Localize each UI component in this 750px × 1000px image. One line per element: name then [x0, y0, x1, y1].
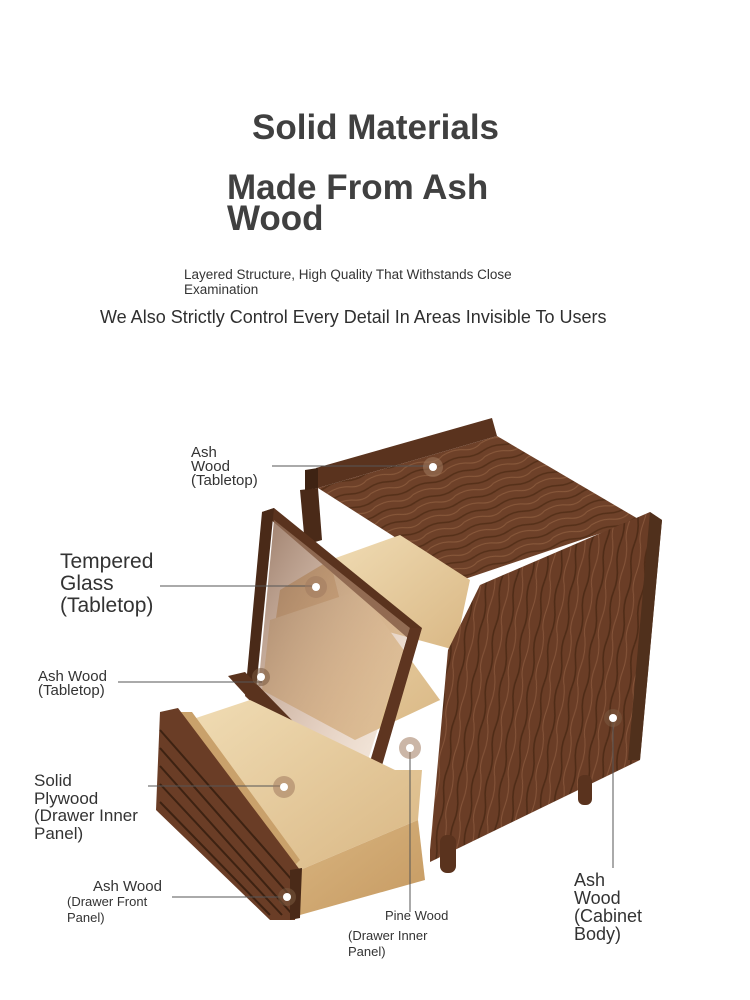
callout-tabletop-ash [191, 446, 258, 488]
subtitle-line-1: Made From Ash [227, 168, 489, 207]
page-title: Solid Materials [252, 108, 500, 147]
callout-line: (Drawer Inner [348, 928, 428, 943]
callout-pine-wood [348, 908, 448, 960]
callout-tempered-glass [60, 551, 153, 617]
description-line-1: Layered Structure, High Quality That Withstands Close [184, 267, 512, 282]
callout-line: Panel) [348, 944, 386, 959]
tagline: We Also Strictly Control Every Detail In Areas Invisible To Users [100, 307, 607, 327]
callout-line: Ash [191, 444, 217, 461]
callout-line: Panel) [34, 823, 84, 843]
callout-line: (Drawer Inner [34, 806, 138, 825]
description-line-2: Examination [184, 282, 259, 297]
callout-line: (Tabletop) [191, 472, 258, 489]
callout-line: Plywood [34, 788, 99, 808]
callout-line: Solid [34, 771, 72, 790]
callout-line: Ash Wood [93, 878, 162, 895]
callout-line: Body) [574, 924, 622, 944]
callout-line: Wood [574, 888, 621, 908]
callout-line: (Drawer Front [67, 894, 148, 909]
callout-line: Wood [191, 458, 230, 475]
callout-line: (Tabletop) [38, 682, 105, 699]
callout-line: Ash [574, 870, 606, 890]
callout-line: Ash Wood [38, 668, 107, 685]
callout-line: Pine Wood [385, 908, 449, 923]
callout-line: Glass [60, 572, 114, 595]
callout-line: Tempered [60, 550, 154, 573]
callout-line: Panel) [67, 910, 105, 925]
callout-solid-plywood [34, 772, 138, 842]
callout-ash-wood-tabletop [38, 670, 107, 698]
callout-line: (Tabletop) [60, 594, 154, 617]
callout-cabinet-body [574, 871, 642, 943]
subtitle-line-2: Wood [227, 199, 324, 238]
callout-line: (Cabinet [574, 906, 643, 926]
callout-drawer-front [67, 880, 162, 926]
